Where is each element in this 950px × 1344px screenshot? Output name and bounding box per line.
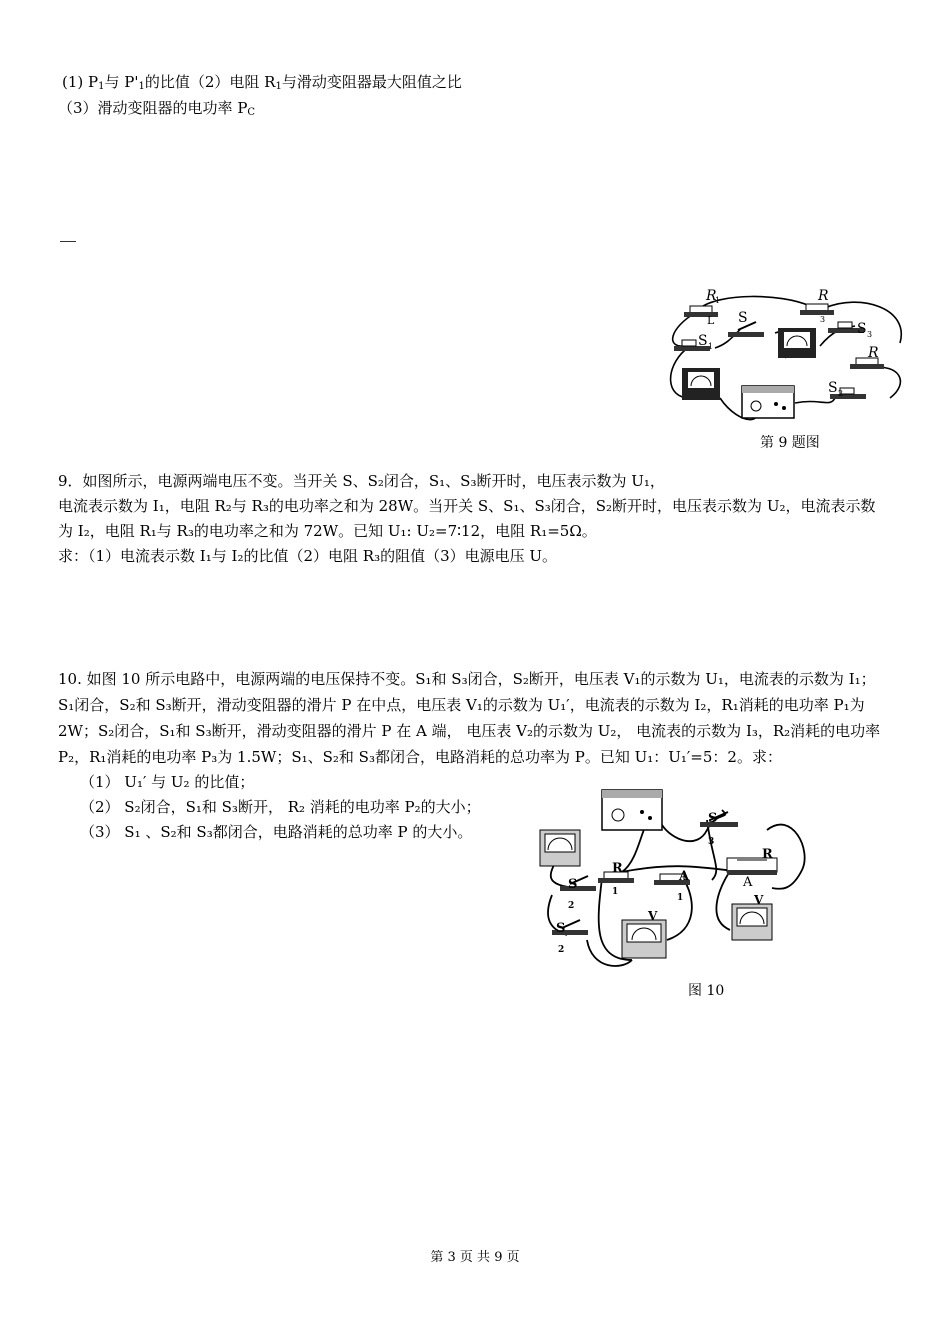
fig9-label-s2: S (828, 380, 838, 396)
fig10-voltmeter-2 (732, 904, 772, 940)
fig9-sub-r3: 3 (820, 315, 826, 324)
figure-10-caption: 图 10 (688, 983, 725, 999)
q8-line-1: (1) P1与 P'1的比值（2）电阻 R1与滑动变阻器最大阻值之比 (62, 73, 462, 92)
fig10-switch-s1 (560, 876, 596, 891)
fig9-resistor-2 (850, 358, 884, 369)
figure-10-circuit (522, 780, 812, 980)
fig9-sub-r1: 1 (715, 296, 721, 305)
fig9-label-l: L (707, 314, 715, 327)
fig10-sub-r1: 1 (612, 887, 619, 897)
figure-9-caption: 第 9 题图 (760, 435, 820, 451)
figure-9-circuit (660, 288, 920, 430)
q9-line-4: 求：（1）电流表示数 I₁与 I₂的比值（2）电阻 R₃的阻值（3）电源电压 U。 (58, 547, 558, 565)
fig10-label-a: A (743, 875, 753, 890)
q9-line-3: 为 I₂，电阻 R₁与 R₃的电功率之和为 72W。已知 U₁: U₂=7∶12，电阻 R₁=5Ω。 (58, 522, 597, 540)
fig10-label-r3: R (762, 847, 773, 862)
fig10-label-s3: S (708, 811, 718, 826)
fig10-sub-s1: 2 (568, 901, 575, 911)
q10-line-3: 2W；S₂闭合，S₁和 S₃断开，滑动变阻器的滑片 P 在 A 端， 电压表 V₂的示数为 U₂， 电流表的示数为 I₃，R₂消耗的电功率 (58, 722, 881, 740)
fig10-label-r2: A (679, 869, 690, 884)
fig9-label-s1: S (698, 333, 708, 349)
fig10-sub-r2: 1 (677, 893, 684, 903)
fig10-sub-s2: 2 (558, 945, 565, 955)
page-footer: 第 3 页 共 9 页 (430, 1250, 520, 1265)
fig9-label-r3: R (818, 288, 829, 304)
q8-line-2: （3）滑动变阻器的电功率 PC (58, 99, 256, 118)
fig10-sub-s3: 3 (708, 837, 715, 847)
fig9-label-r1: R (706, 288, 717, 304)
q10-question-3: （3） S₁ 、S₂和 S₃都闭合，电路消耗的总功率 P 的大小。 (80, 823, 473, 841)
fig10-label-s2: S (556, 921, 566, 936)
q9-line-2: 电流表示数为 I₁，电阻 R₂与 R₃的电功率之和为 28W。当开关 S、S₁、S₃闭合，S₂断开时，电压表示数为 U₂，电流表示数 (58, 497, 876, 515)
fig9-sub-s3: 3 (867, 330, 873, 339)
fig9-voltmeter (682, 368, 720, 400)
q10-question-1: （1） U₁′ 与 U₂ 的比值； (80, 773, 255, 791)
fig10-ammeter (540, 830, 580, 866)
q10-line-1: 10. 如图 10 所示电路中，电源两端的电压保持不变。S₁和 S₃闭合，S₂断开，电压表 V₁的示数为 U₁，电流表的示数为 I₁； (58, 670, 876, 688)
fig10-switch-s3 (700, 812, 738, 827)
fig10-label-v1: V (648, 909, 658, 923)
fig9-power-supply (742, 386, 794, 418)
fig9-label-s3: S (857, 321, 867, 337)
fig10-label-r1: R (612, 861, 623, 876)
fig9-sub-s2: 2 (838, 389, 844, 398)
q9-line-1: 9．如图所示，电源两端电压不变。当开关 S、S₂闭合，S₁、S₃断开时，电压表示数为 U₁， (58, 472, 665, 490)
fig9-label-s: S (738, 310, 748, 326)
q10-line-4: P₂，R₁消耗的电功率 P₃为 1.5W；S₁、S₂和 S₃都闭合，电路消耗的总功率为 P。已知 U₁：U₁′=5：2。求： (58, 748, 782, 766)
fig10-power-supply (602, 790, 662, 830)
fig10-voltmeter-1 (622, 920, 666, 958)
fig10-label-s1: S (568, 877, 578, 892)
q10-line-2: S₁闭合，S₂和 S₃断开，滑动变阻器的滑片 P 在中点，电压表 V₁的示数为 U₁′，电流表的示数为 I₂，R₁消耗的电功率 P₁为 (58, 696, 865, 714)
separator-dash (60, 241, 76, 242)
fig10-label-v2: V (754, 893, 764, 907)
q10-question-2: （2） S₂闭合，S₁和 S₃断开， R₂ 消耗的电功率 P₂的大小； (80, 798, 481, 816)
fig9-sub-s1: 1 (708, 342, 714, 351)
fig9-ammeter (778, 328, 816, 358)
fig9-label-r2: R (868, 345, 879, 361)
